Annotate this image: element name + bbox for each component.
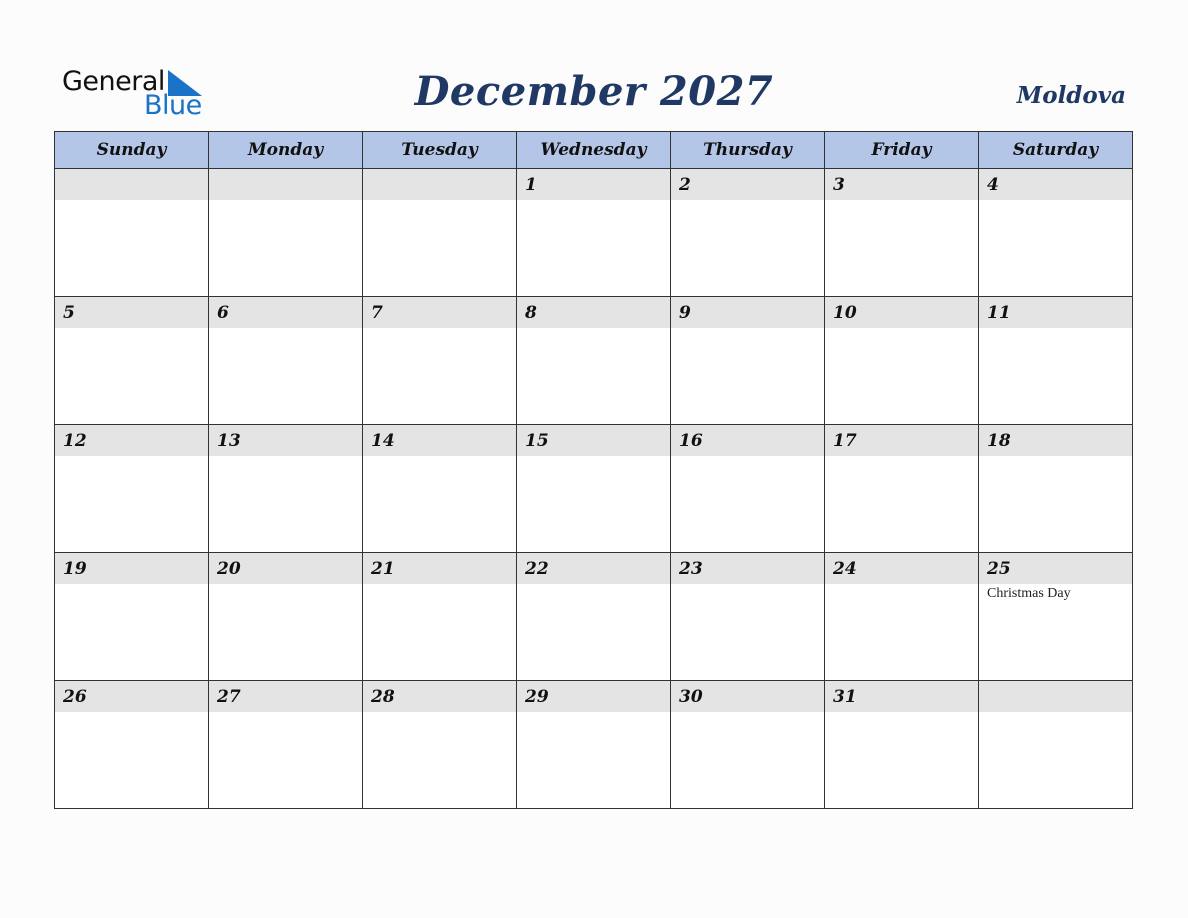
day-number: 25 xyxy=(979,553,1132,584)
day-cell xyxy=(517,553,671,681)
country-label: Moldova xyxy=(1016,82,1126,109)
day-cell xyxy=(825,681,979,809)
day-number: 13 xyxy=(209,425,362,456)
day-number: 7 xyxy=(363,297,516,328)
weekday-tuesday: Tuesday xyxy=(363,132,517,169)
day-number: 6 xyxy=(209,297,362,328)
day-cell xyxy=(517,297,671,425)
calendar-grid xyxy=(54,131,1133,809)
day-number: 3 xyxy=(825,169,978,200)
day-cell xyxy=(979,297,1133,425)
day-number: 12 xyxy=(55,425,208,456)
day-number: 18 xyxy=(979,425,1132,456)
day-cell xyxy=(55,169,209,297)
day-cell xyxy=(55,297,209,425)
day-cell xyxy=(209,297,363,425)
day-cell xyxy=(363,681,517,809)
day-cell xyxy=(517,681,671,809)
day-cell xyxy=(517,425,671,553)
day-number: 24 xyxy=(825,553,978,584)
holiday-label: Christmas Day xyxy=(987,586,1071,601)
day-cell xyxy=(825,169,979,297)
day-cell xyxy=(979,169,1133,297)
day-cell xyxy=(979,553,1133,681)
weekday-wednesday: Wednesday xyxy=(517,132,671,169)
weekday-monday: Monday xyxy=(209,132,363,169)
day-number: 28 xyxy=(363,681,516,712)
day-number: 30 xyxy=(671,681,824,712)
day-cell xyxy=(55,553,209,681)
week-row xyxy=(55,297,1133,425)
day-number: 8 xyxy=(517,297,670,328)
day-cell xyxy=(209,553,363,681)
day-cell xyxy=(363,297,517,425)
day-number: 2 xyxy=(671,169,824,200)
weekday-sunday: Sunday xyxy=(55,132,209,169)
day-number: 17 xyxy=(825,425,978,456)
day-number: 29 xyxy=(517,681,670,712)
day-number xyxy=(363,169,516,200)
logo-text-blue: Blue xyxy=(144,90,202,121)
day-cell xyxy=(979,681,1133,809)
week-row xyxy=(55,681,1133,809)
day-cell xyxy=(517,169,671,297)
day-number: 4 xyxy=(979,169,1132,200)
day-number: 21 xyxy=(363,553,516,584)
day-number: 19 xyxy=(55,553,208,584)
day-number: 14 xyxy=(363,425,516,456)
day-number: 27 xyxy=(209,681,362,712)
day-cell xyxy=(55,681,209,809)
day-cell xyxy=(671,553,825,681)
day-number: 11 xyxy=(979,297,1132,328)
day-number: 10 xyxy=(825,297,978,328)
day-number: 15 xyxy=(517,425,670,456)
weekday-saturday: Saturday xyxy=(979,132,1133,169)
day-number: 26 xyxy=(55,681,208,712)
day-cell xyxy=(363,169,517,297)
day-number: 5 xyxy=(55,297,208,328)
week-row xyxy=(55,169,1133,297)
day-cell xyxy=(363,425,517,553)
day-cell xyxy=(825,553,979,681)
day-cell xyxy=(363,553,517,681)
weekday-friday: Friday xyxy=(825,132,979,169)
day-number: 22 xyxy=(517,553,670,584)
day-number: 31 xyxy=(825,681,978,712)
day-cell xyxy=(671,169,825,297)
day-cell xyxy=(209,169,363,297)
day-number: 23 xyxy=(671,553,824,584)
weekday-thursday: Thursday xyxy=(671,132,825,169)
day-cell xyxy=(671,297,825,425)
page-title: December 2027 xyxy=(414,68,774,115)
day-number xyxy=(209,169,362,200)
day-cell xyxy=(209,425,363,553)
week-row xyxy=(55,553,1133,681)
day-cell xyxy=(825,425,979,553)
day-number: 20 xyxy=(209,553,362,584)
day-cell xyxy=(671,425,825,553)
day-cell xyxy=(209,681,363,809)
day-number: 9 xyxy=(671,297,824,328)
day-cell xyxy=(671,681,825,809)
day-cell xyxy=(55,425,209,553)
weekday-header-row xyxy=(55,132,1133,169)
logo-text-general: General xyxy=(62,66,165,97)
day-number: 1 xyxy=(517,169,670,200)
week-row xyxy=(55,425,1133,553)
day-number: 16 xyxy=(671,425,824,456)
day-cell xyxy=(979,425,1133,553)
day-number xyxy=(55,169,208,200)
day-cell xyxy=(825,297,979,425)
day-number xyxy=(979,681,1132,712)
